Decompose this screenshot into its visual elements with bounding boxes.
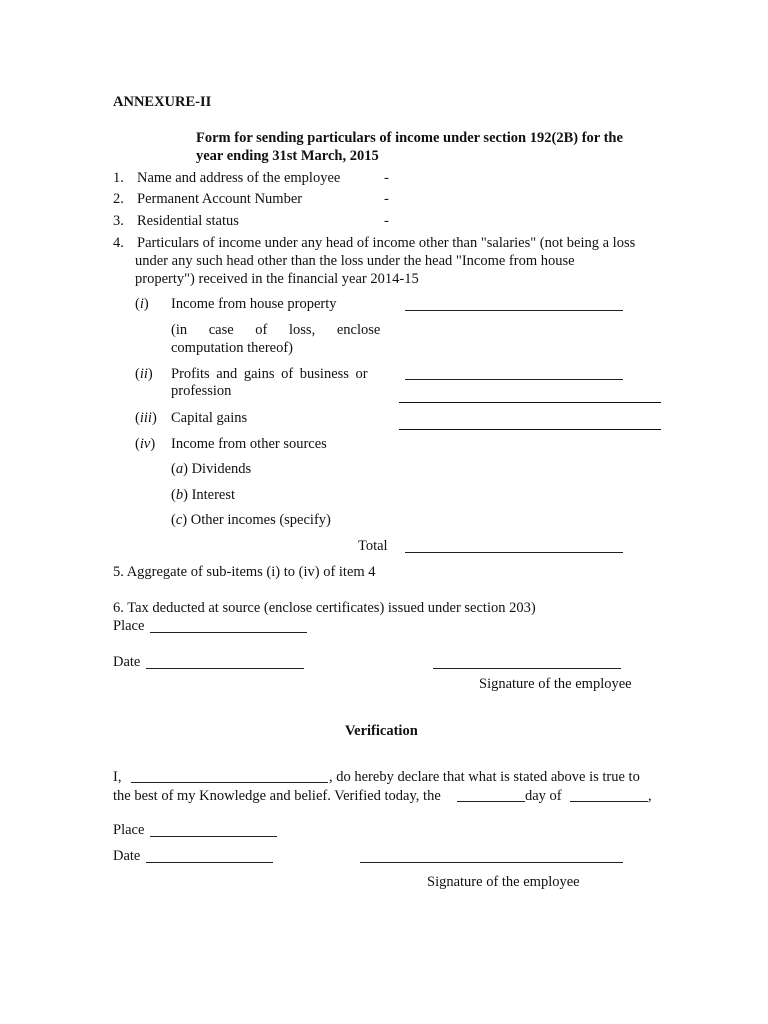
annexure-heading: ANNEXURE-II xyxy=(113,94,212,110)
item-4-line3: property") received in the financial year 2014-15 xyxy=(135,271,419,287)
sub-item-a: (a) Dividends xyxy=(171,461,252,477)
date-line-2[interactable] xyxy=(146,862,273,863)
place-label: Place xyxy=(113,618,145,634)
signature-line[interactable] xyxy=(433,668,621,669)
item-6: 6. Tax deducted at source (enclose certificates) issued under section 203) xyxy=(113,600,536,616)
declarant-name-line[interactable] xyxy=(131,782,328,783)
form-title-line1: Form for sending particulars of income under section 192(2B) for the xyxy=(196,130,623,146)
item-4-number: 4. xyxy=(113,235,124,251)
item-3-number: 3. xyxy=(113,213,124,229)
sub-item-iv-number: (iv) xyxy=(135,436,156,452)
signature-line-2[interactable] xyxy=(360,862,623,863)
verification-line1-suffix: , do hereby declare that what is stated above is true to xyxy=(329,769,640,785)
item-4-line1: Particulars of income under any head of income other than "salaries" (not being a loss xyxy=(137,235,636,251)
verified-day-line[interactable] xyxy=(457,801,525,802)
date-label: Date xyxy=(113,654,141,670)
sub-item-iii-label: Capital gains xyxy=(171,410,248,426)
sub-item-i-number: (i) xyxy=(135,296,149,312)
sub-item-b: (b) Interest xyxy=(171,487,236,503)
item-1-value: - xyxy=(384,170,389,186)
place-label-2: Place xyxy=(113,822,145,838)
item-1-label: Name and address of the employee xyxy=(137,170,341,186)
business-profits-line[interactable] xyxy=(405,379,623,380)
sub-item-c: (c) Other incomes (specify) xyxy=(171,512,331,528)
sub-item-iv-label: Income from other sources xyxy=(171,436,327,452)
signature-label-2: Signature of the employee xyxy=(427,874,580,890)
item-2-value: - xyxy=(384,191,389,207)
signature-label: Signature of the employee xyxy=(479,676,632,692)
date-label-2: Date xyxy=(113,848,141,864)
item-2-label: Permanent Account Number xyxy=(137,191,303,207)
verified-month-line[interactable] xyxy=(570,801,648,802)
business-profits-line-2[interactable] xyxy=(399,402,661,403)
total-label: Total xyxy=(358,538,388,554)
sub-item-ii-line1: Profits and gains of business or xyxy=(171,366,368,382)
form-title-line2: year ending 31st March, 2015 xyxy=(196,148,379,164)
item-1-number: 1. xyxy=(113,170,124,186)
place-line-2[interactable] xyxy=(150,836,277,837)
sub-item-ii-line2: profession xyxy=(171,383,232,399)
capital-gains-line[interactable] xyxy=(399,429,661,430)
date-line[interactable] xyxy=(146,668,304,669)
sub-item-i-note-line1: (in case of loss, enclose xyxy=(171,322,381,338)
house-property-line[interactable] xyxy=(405,310,623,311)
verification-line2-mid: day of xyxy=(525,788,562,804)
verification-line2-prefix: the best of my Knowledge and belief. Verified today, the xyxy=(113,788,441,804)
item-2-number: 2. xyxy=(113,191,124,207)
sub-item-ii-number: (ii) xyxy=(135,366,153,382)
verification-heading: Verification xyxy=(345,723,418,739)
total-line[interactable] xyxy=(405,552,623,553)
sub-item-iii-number: (iii) xyxy=(135,410,157,426)
verification-line1-prefix: I, xyxy=(113,769,122,785)
sub-item-i-label: Income from house property xyxy=(171,296,337,312)
item-3-label: Residential status xyxy=(137,213,239,229)
item-4-line2: under any such head other than the loss under the head "Income from house xyxy=(135,253,575,269)
verification-line2-end: , xyxy=(648,788,652,804)
sub-item-i-note-line2: computation thereof) xyxy=(171,340,293,356)
place-line[interactable] xyxy=(150,632,307,633)
item-5: 5. Aggregate of sub-items (i) to (iv) of item 4 xyxy=(113,564,376,580)
item-3-value: - xyxy=(384,213,389,229)
